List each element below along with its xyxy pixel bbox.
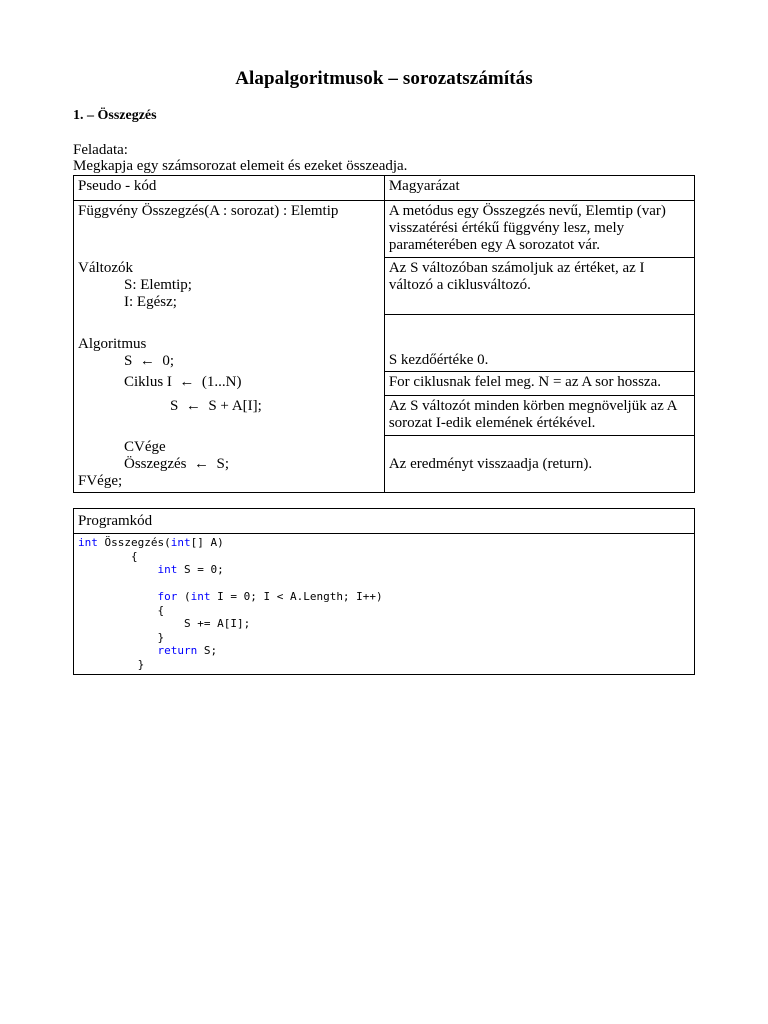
table-header-row <box>74 176 695 201</box>
header-pseudo: Pseudo - kód <box>74 176 385 201</box>
pseudo-cell <box>74 315 385 372</box>
code-text: } <box>78 630 165 644</box>
pseudo-var-i: I: Egész; <box>124 293 177 310</box>
code-keyword: int <box>170 536 191 549</box>
table-row <box>74 315 695 372</box>
pseudo-body: S ← S + A[I]; <box>170 397 262 414</box>
table-row <box>74 396 695 436</box>
program-code-box <box>73 508 695 675</box>
explanation-cell: For ciklusnak felel meg. N = az A sor hossza. <box>384 372 694 396</box>
code-text: I = 0; I < A.Length; I++) <box>210 590 383 603</box>
pseudo-vars-label: Változók <box>78 259 133 276</box>
table-row <box>74 372 695 396</box>
pseudo-cell <box>74 396 385 436</box>
pseudo-cvege: CVége <box>124 439 166 455</box>
table-row <box>74 201 695 258</box>
pseudo-init: S ← 0; <box>124 352 175 369</box>
code-text: [] A) <box>190 536 224 549</box>
task-label: Feladata: <box>73 142 128 158</box>
pseudo-function-line: Függvény Összegzés(A : sorozat) : Elemtip <box>78 203 339 219</box>
explanation-cell: S kezdőértéke 0. <box>384 315 694 372</box>
explanation-cell: Az eredményt visszaadja (return). <box>384 436 694 493</box>
program-code-header: Programkód <box>74 509 694 534</box>
code-text: S; <box>197 644 218 657</box>
code-text: S += A[I]; <box>78 617 251 630</box>
code-text: { <box>78 549 138 563</box>
code-keyword: for <box>157 590 178 603</box>
pseudo-code-table <box>73 175 695 493</box>
pseudo-var-s: S: Elemtip; <box>124 276 192 293</box>
explanation-cell: A metódus egy Összegzés nevű, Elemtip (var) visszatérési értékű függvény lesz, mely paraméterében egy A sorozatot vár. <box>384 201 694 258</box>
page-title: Alapalgoritmusok – sorozatszámítás <box>235 68 533 89</box>
task-description: Megkapja egy számsorozat elemeit és ezeket összeadja. <box>73 158 408 174</box>
code-keyword: int <box>190 590 211 603</box>
code-text: } <box>78 657 145 671</box>
code-text: ( <box>177 590 191 603</box>
header-explanation: Magyarázat <box>384 176 694 201</box>
explanation-cell: Az S változóban számoljuk az értéket, az I változó a ciklusváltozó. <box>384 258 694 315</box>
code-text: Összegzés( <box>97 536 171 549</box>
pseudo-loop: Ciklus I ← (1...N) <box>124 373 242 390</box>
code-keyword: int <box>157 563 178 576</box>
explanation-cell: Az S változót minden körben megnöveljük az A sorozat I-edik elemének értékével. <box>384 396 694 436</box>
pseudo-return: Összegzés ← S; <box>124 456 229 472</box>
code-text: S = 0; <box>177 563 224 576</box>
pseudo-fvege: FVége; <box>78 473 123 489</box>
pseudo-algo-label: Algoritmus <box>78 335 147 352</box>
section-heading: 1. – Összegzés <box>73 108 157 123</box>
table-row <box>74 436 695 493</box>
code-keyword: int <box>78 536 98 549</box>
pseudo-cell <box>74 436 385 493</box>
code-block <box>74 534 694 673</box>
pseudo-cell <box>74 258 385 315</box>
table-row <box>74 258 695 315</box>
pseudo-cell <box>74 201 385 258</box>
pseudo-cell <box>74 372 385 396</box>
code-keyword: return <box>157 644 198 657</box>
code-text: { <box>78 603 165 617</box>
